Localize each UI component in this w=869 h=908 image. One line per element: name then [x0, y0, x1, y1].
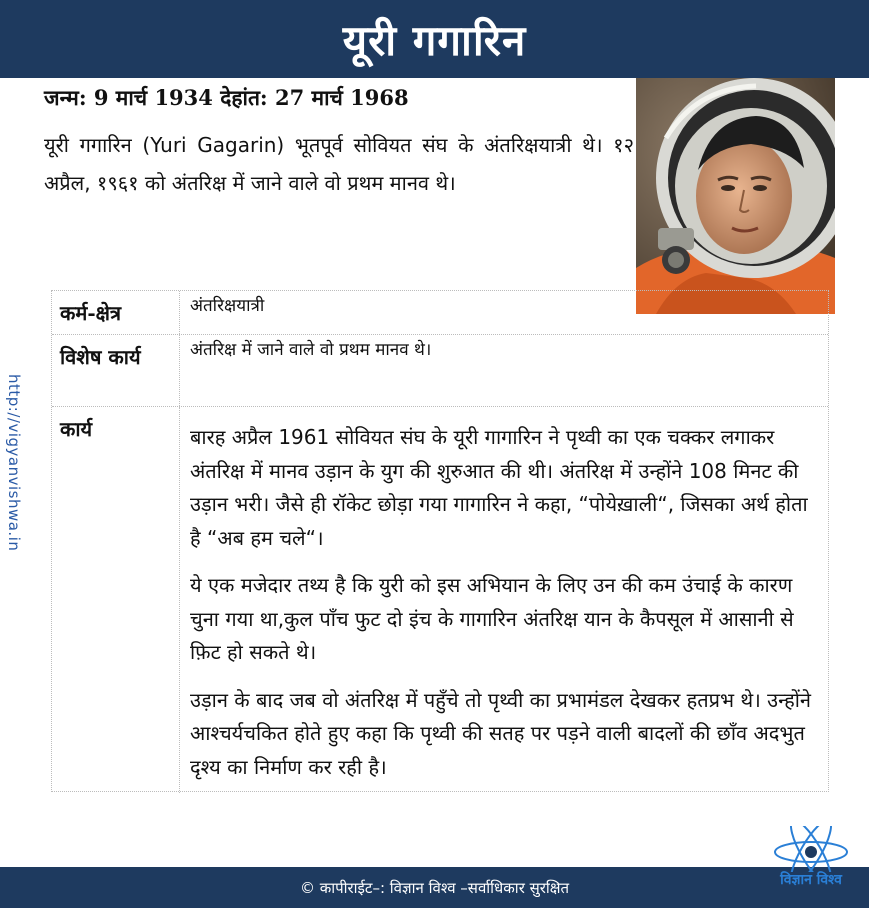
work-paragraph: ये एक मजेदार तथ्य है कि युरी को इस अभियान के लिए उन की कम उंचाई के कारण चुना गया था,कुल पाँच फुट दो इंच के गागारिन अंतरिक्ष यान के कैपसूल में आसानी से फ़िट हो सकते थे।	[190, 573, 794, 664]
info-table	[51, 290, 829, 792]
intro-paragraph: यूरी गगारिन (Yuri Gagarin) भूतपूर्व सोवियत संघ के अंतरिक्षयात्री थे। १२ अप्रैल, १९६१ को अंतरिक्ष में जाने वाले वो प्रथम मानव थे।	[44, 133, 634, 195]
row-value-work	[184, 407, 828, 798]
row-label-field: कर्म-क्षेत्र	[52, 291, 180, 334]
website-url-vertical[interactable]	[0, 374, 28, 574]
page-title: यूरी गगारिन	[342, 15, 527, 65]
title-banner	[0, 0, 869, 78]
gagarin-portrait-photo	[636, 78, 835, 314]
table-row	[52, 335, 828, 407]
astronaut-illustration	[636, 78, 835, 314]
logo-text: विज्ञान विश्व	[780, 872, 842, 888]
row-label-work: कार्य	[52, 407, 180, 793]
table-row	[52, 407, 828, 793]
birth-death-dates: जन्म: 9 मार्च 1934 देहांत: 27 मार्च 1968	[44, 85, 409, 110]
atom-icon	[764, 826, 858, 872]
copyright-footer	[0, 867, 869, 908]
vigyan-vishwa-logo	[764, 826, 858, 888]
website-url-text[interactable]: http://vigyanvishwa.in	[5, 374, 23, 552]
work-paragraph: उड़ान के बाद जब वो अंतरिक्ष में पहुँचे तो पृथ्वी का प्रभामंडल देखकर हतप्रभ थे। उन्होंने आश्चर्यचकित होते हुए कहा कि पृथ्वी की सतह पर पड़ने वाली बादलों की छाँव अदभुत दृश्य का निर्माण कर रही है।	[190, 687, 811, 779]
table-row	[52, 291, 828, 335]
row-value-field: अंतरिक्षयात्री	[190, 296, 265, 316]
copyright-text: © कापीराईट–: विज्ञान विश्व –सर्वाधिकार सुरक्षित	[299, 878, 570, 897]
row-value-special-work: अंतरिक्ष में जाने वाले वो प्रथम मानव थे।	[190, 340, 432, 360]
row-label-special-work: विशेष कार्य	[52, 335, 180, 406]
work-paragraph: बारह अप्रैल 1961 सोवियत संघ के यूरी गागारिन ने पृथ्वी का एक चक्कर लगाकर अंतरिक्ष में मानव उड़ान के युग की शुरुआत की थी। अंतरिक्ष में उन्होंने 108 मिनट की उड़ान भरी। जैसे ही रॉकेट छोड़ा गया गागारिन ने कहा, “पोयेख़ाली“, जिसका अर्थ होता है “अब हम चले“।	[190, 425, 808, 550]
